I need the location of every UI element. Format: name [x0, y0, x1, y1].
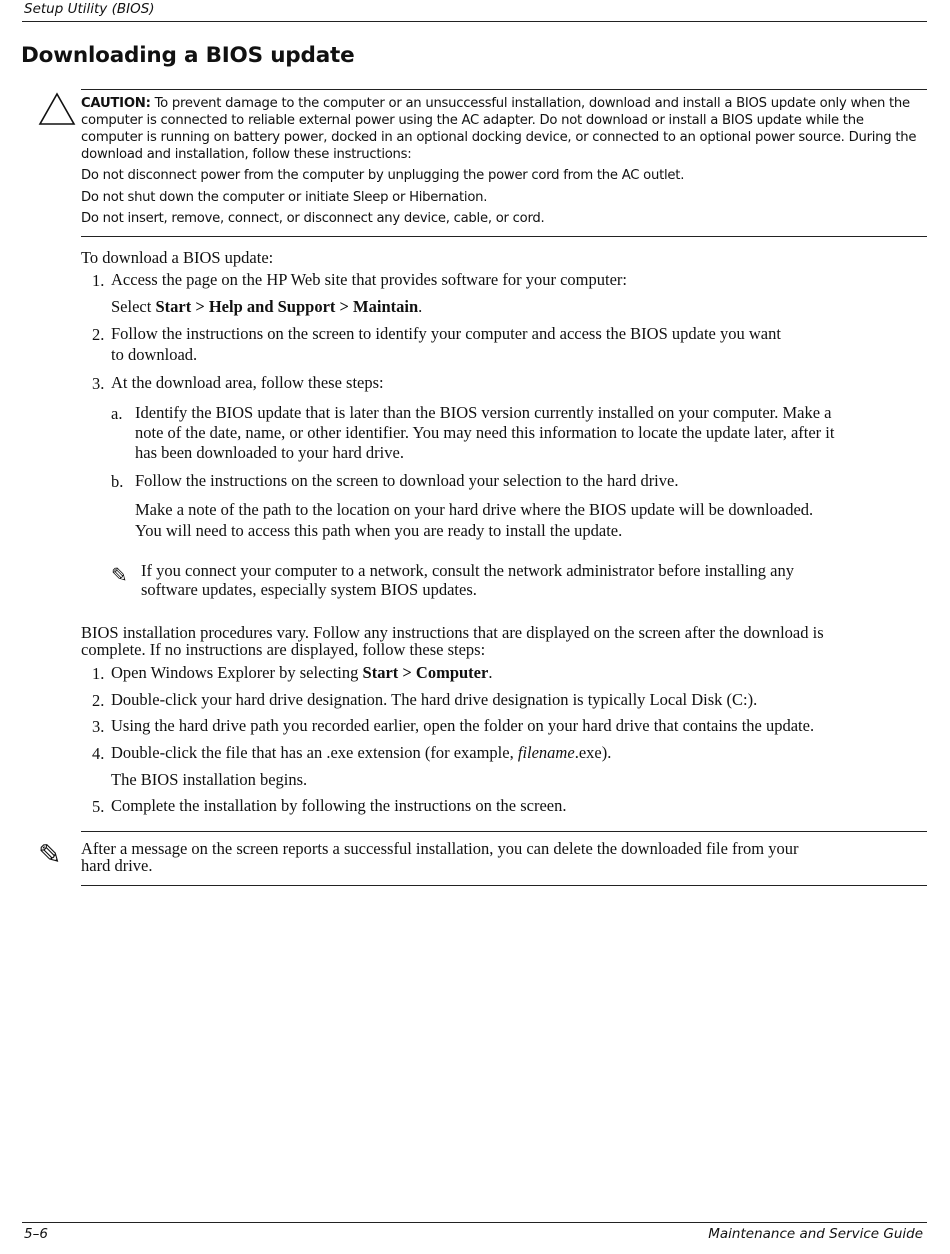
running-header: [22, 0, 927, 22]
page-number: 5–6: [24, 1226, 48, 1242]
step-number: 4.: [92, 744, 105, 763]
install-step-4-sub: The BIOS installation begins.: [111, 770, 308, 789]
caution-label: CAUTION:: [81, 96, 151, 111]
section-title: Downloading a BIOS update: [21, 43, 355, 68]
network-note-line: If you connect your computer to a network, consult the network administrator before installing any: [141, 561, 794, 580]
substep-a-line: has been downloaded to your hard drive.: [135, 443, 404, 462]
download-step-1: Access the page on the HP Web site that provides software for your computer:: [111, 270, 627, 289]
step-number: 5.: [92, 797, 105, 816]
caution-item: Do not shut down the computer or initiate Sleep or Hibernation.: [81, 190, 488, 205]
step-number: 2.: [92, 325, 105, 344]
install-step-1: Open Windows Explorer by selecting Start > Computer.: [111, 663, 493, 682]
page-footer: [22, 1222, 927, 1243]
step-number: 3.: [92, 374, 105, 393]
substep-b: Follow the instructions on the screen to download your selection to the hard drive.: [135, 471, 679, 490]
substep-label: b.: [111, 472, 124, 491]
caution-text: To prevent damage to the computer or an unsuccessful installation, download and install a BIOS update only when the computer is connected to reliable external power using the AC adapter. Do not download or install a BIOS update while the computer is running on battery power, docked in an optional docking device, or connected to an optional power source. During the download and installation, follow these instructions:: [81, 96, 917, 162]
install-intro-line: complete. If no instructions are displayed, follow these steps:: [81, 640, 486, 659]
network-note-line: software updates, especially system BIOS updates.: [141, 580, 477, 599]
install-step-2: Double-click your hard drive designation. The hard drive designation is typically Local Disk (C:).: [111, 690, 758, 709]
download-intro: To download a BIOS update:: [81, 248, 274, 267]
final-note-line: After a message on the screen reports a successful installation, you can delete the downloaded file from your: [81, 839, 799, 858]
guide-title: Maintenance and Service Guide: [708, 1226, 923, 1242]
step-number: 3.: [92, 717, 105, 736]
install-step-4: Double-click the file that has an .exe extension (for example, filename.exe).: [111, 743, 612, 762]
caution-box: [81, 89, 927, 237]
substep-label: a.: [111, 404, 123, 423]
install-intro-line: BIOS installation procedures vary. Follow any instructions that are displayed on the screen after the download is: [81, 623, 824, 642]
substep-b-note-line: You will need to access this path when you are ready to install the update.: [135, 521, 623, 540]
install-step-3: Using the hard drive path you recorded earlier, open the folder on your hard drive that contains the update.: [111, 716, 815, 735]
caution-paragraph: [81, 95, 921, 163]
caution-item: Do not disconnect power from the computer by unplugging the power cord from the AC outlet.: [81, 168, 685, 183]
substep-b-note-line: Make a note of the path to the location on your hard drive where the BIOS update will be downloaded.: [135, 500, 814, 519]
step-number: 1.: [92, 664, 105, 683]
caution-triangle-icon: [38, 92, 76, 126]
final-note-box: [81, 831, 927, 886]
download-step-3: At the download area, follow these steps:: [111, 373, 384, 392]
substep-a-line: note of the date, name, or other identifier. You may need this information to locate the update later, after it: [135, 423, 835, 442]
download-step-2-line: to download.: [111, 345, 198, 364]
install-step-5: Complete the installation by following the instructions on the screen.: [111, 796, 567, 815]
pencil-note-icon: ✎: [111, 563, 128, 587]
step-number: 1.: [92, 271, 105, 290]
step-number: 2.: [92, 691, 105, 710]
download-step-1-sub: Select Start > Help and Support > Maintain.: [111, 297, 423, 316]
pencil-note-icon: ✎: [38, 838, 62, 871]
substep-a-line: Identify the BIOS update that is later than the BIOS version currently installed on your computer. Make a: [135, 403, 832, 422]
download-step-2-line: Follow the instructions on the screen to identify your computer and access the BIOS update you want: [111, 324, 781, 343]
running-title: Setup Utility (BIOS): [24, 1, 155, 17]
caution-item: Do not insert, remove, connect, or disconnect any device, cable, or cord.: [81, 211, 545, 226]
final-note-line: hard drive.: [81, 856, 153, 875]
